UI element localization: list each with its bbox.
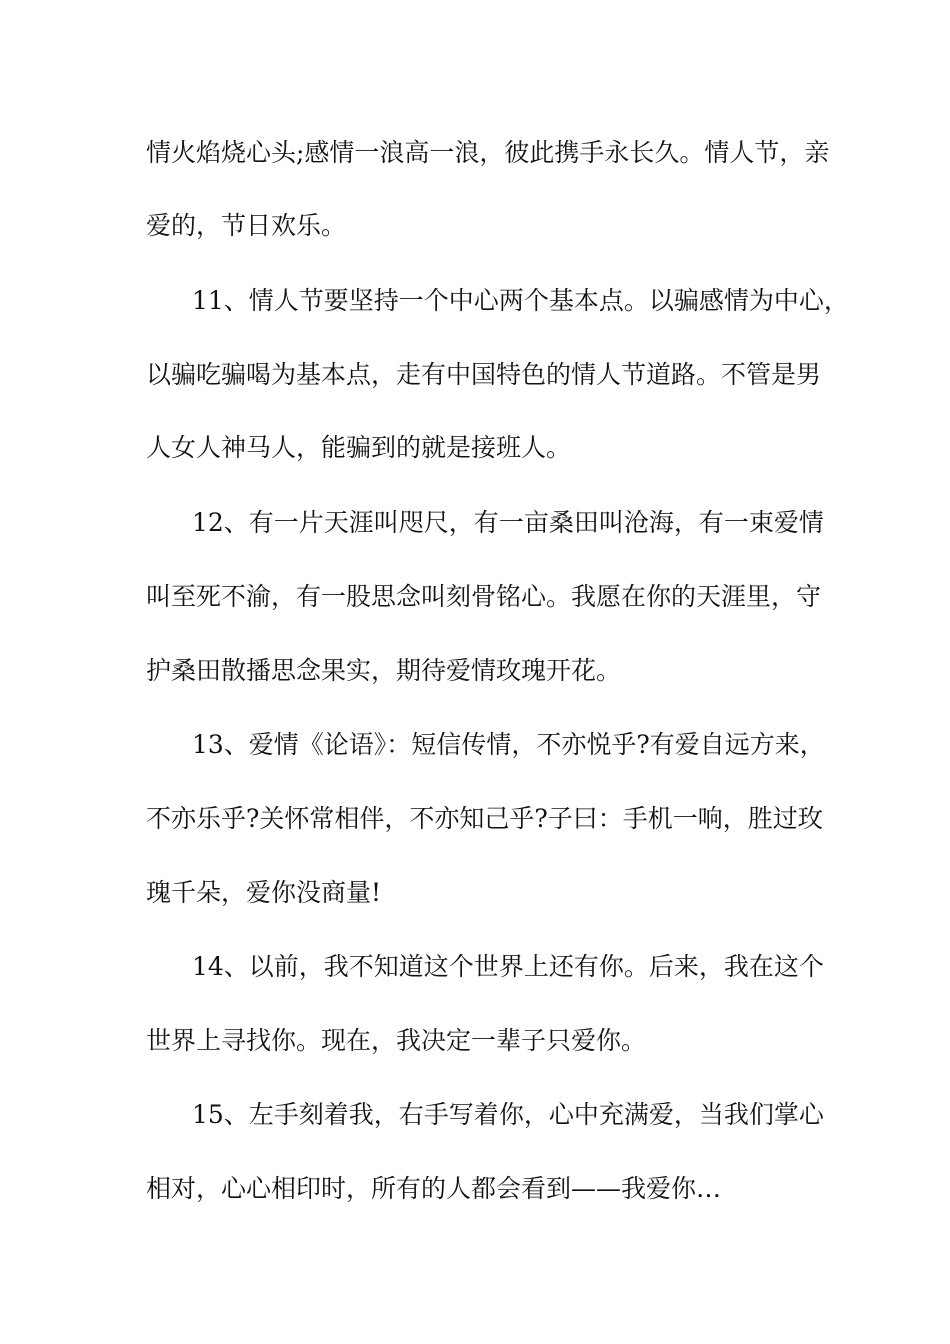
text-line: 叫至死不渝，有一股思念叫刻骨铭心。我愿在你的天涯里，守 [146,582,822,611]
text-line: 爱的，节日欢乐。 [146,211,347,240]
paragraph-first-line: 12、有一片天涯叫咫尺，有一亩桑田叫沧海，有一束爱情 [192,508,824,537]
paragraph-first-line: 14、以前，我不知道这个世界上还有你。后来，我在这个 [192,952,824,981]
text-line: 以骗吃骗喝为基本点，走有中国特色的情人节道路。不管是男 [146,360,822,389]
text-line: 瑰千朵，爱你没商量! [146,878,382,907]
text-line: 世界上寻找你。现在，我决定一辈子只爱你。 [146,1026,647,1055]
paragraph-first-line: 15、左手刻着我，右手写着你，心中充满爱，当我们掌心 [192,1100,824,1129]
paragraph-first-line: 11、情人节要坚持一个中心两个基本点。以骗感情为中心， [192,286,849,315]
text-line: 不亦乐乎?关怀常相伴，不亦知己乎?子曰：手机一响，胜过玫 [146,804,823,833]
text-line: 情火焰烧心头;感情一浪高一浪，彼此携手永长久。情人节，亲 [146,138,830,167]
paragraph-first-line: 13、爱情《论语》：短信传情，不亦悦乎?有爱自远方来， [192,730,825,759]
text-line: 相对，心心相印时，所有的人都会看到——我爱你… [146,1174,722,1203]
text-line: 人女人神马人，能骗到的就是接班人。 [146,433,572,462]
text-line: 护桑田散播思念果实，期待爱情玫瑰开花。 [146,656,622,685]
